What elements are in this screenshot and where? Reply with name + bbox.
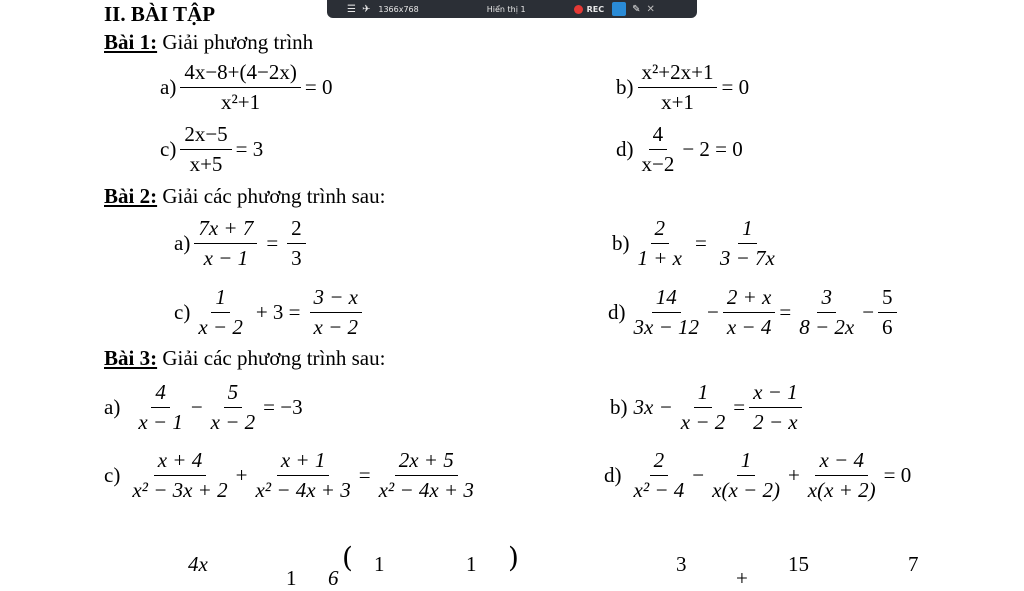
operator: =	[779, 300, 792, 324]
denominator: x+1	[661, 90, 694, 114]
numerator: 15	[788, 552, 809, 576]
fraction	[638, 122, 679, 177]
denominator: x − 4	[726, 315, 772, 339]
numerator: 5	[224, 380, 243, 408]
item-label: b)	[616, 75, 634, 99]
fraction	[180, 122, 231, 177]
numerator: 2x + 5	[395, 448, 458, 476]
numerator: 1	[286, 566, 297, 590]
recording-toolbar	[327, 0, 697, 18]
bai3-text: Giải các phương trình sau:	[162, 346, 386, 370]
rhs: = 0	[883, 463, 912, 487]
bai2-b	[612, 216, 783, 271]
bai1-c	[160, 122, 263, 177]
operator: +	[736, 566, 748, 590]
operator: =	[266, 231, 279, 255]
numerator: x + 1	[277, 448, 330, 476]
denominator: x² − 4x + 3	[255, 478, 351, 502]
bai2-a	[174, 216, 310, 271]
numerator: 1	[374, 552, 385, 576]
item-label: a)	[160, 75, 177, 99]
fraction	[128, 448, 231, 503]
bai1-label: Bài 1:	[104, 30, 158, 54]
numerator: x²+2x+1	[638, 60, 718, 88]
denominator: x − 1	[203, 246, 249, 270]
fraction	[251, 448, 354, 503]
denominator: 2 − x	[753, 410, 798, 434]
item-label: d)	[616, 137, 634, 161]
numerator: 3	[676, 552, 687, 576]
bai3-f-op	[736, 566, 748, 591]
numerator: 3	[817, 285, 836, 313]
bai1-heading	[104, 30, 313, 55]
denominator: x² − 4x + 3	[378, 478, 474, 502]
operator: =	[695, 231, 707, 255]
bai2-d	[608, 285, 901, 340]
denominator: x² − 4	[633, 478, 685, 502]
bai1-a	[160, 60, 332, 115]
fraction	[716, 216, 779, 271]
numerator: 1	[737, 448, 756, 476]
fraction	[375, 448, 478, 503]
menu-icon[interactable]: ☰	[347, 3, 356, 15]
bai3-e-partial	[188, 552, 208, 577]
numerator: x + 4	[154, 448, 207, 476]
fraction	[749, 380, 802, 435]
fraction	[708, 448, 784, 503]
fraction	[878, 285, 897, 340]
numerator: 4	[151, 380, 170, 408]
record-dot-icon[interactable]	[574, 5, 583, 14]
bai3-d	[604, 448, 911, 503]
rhs: − 2 = 0	[682, 137, 743, 161]
bai2-label: Bài 2:	[104, 184, 158, 208]
fraction	[804, 448, 880, 503]
denominator: 3	[291, 246, 302, 270]
open-paren: (	[342, 541, 353, 574]
item-label: d)	[604, 463, 622, 487]
fraction	[638, 60, 718, 115]
rhs: = 3	[235, 137, 264, 161]
close-paren: )	[508, 541, 519, 574]
operator: −	[692, 463, 705, 487]
denominator: x(x + 2)	[807, 478, 876, 502]
denominator: x+5	[189, 152, 223, 176]
item-label: c)	[174, 300, 191, 324]
numerator: 2	[287, 216, 306, 244]
operator: +	[787, 463, 800, 487]
item-label: c)	[104, 463, 121, 487]
bai3-b	[610, 380, 806, 435]
numerator: 1	[738, 216, 757, 244]
fraction	[180, 60, 301, 115]
denominator: x − 2	[210, 410, 256, 434]
pin-icon[interactable]: ✈	[361, 3, 371, 15]
fraction	[795, 285, 858, 340]
rhs: = 0	[721, 75, 750, 99]
bai1-d	[616, 122, 743, 177]
resolution-label[interactable]: 1366x768	[378, 4, 419, 14]
fraction	[677, 380, 730, 435]
numerator: 1	[466, 552, 477, 576]
operator: +	[235, 463, 248, 487]
numerator: 7	[908, 552, 919, 576]
bai3-a	[104, 380, 303, 435]
bai3-e-n3	[466, 552, 477, 577]
operator: −	[190, 395, 203, 419]
denominator: x(x − 2)	[712, 478, 780, 502]
bai3-e-mid	[286, 566, 297, 591]
item-label: d)	[608, 300, 626, 324]
denominator: 3x − 12	[633, 315, 699, 339]
prefix: 3x −	[633, 395, 673, 419]
bai1-b	[616, 60, 749, 115]
denominator: x − 1	[138, 410, 183, 434]
fraction	[630, 285, 704, 340]
item-label: b)	[612, 231, 630, 255]
fraction	[287, 216, 306, 271]
numerator: 4	[649, 122, 668, 150]
numerator: 2	[650, 448, 669, 476]
denominator: x² − 3x + 2	[132, 478, 228, 502]
close-icon[interactable]: ✕	[646, 3, 655, 15]
numerator: 4x−8+(4−2x)	[180, 60, 301, 88]
bai1-text: Giải phương trình	[162, 30, 314, 54]
numerator: x − 4	[815, 448, 868, 476]
rhs: = 0	[304, 75, 333, 99]
fraction	[634, 216, 687, 271]
rec-button[interactable]: REC	[586, 4, 605, 14]
item-label: b)	[610, 395, 628, 419]
denominator: x²+1	[221, 90, 261, 114]
operator: −	[862, 300, 875, 324]
numerator: 14	[652, 285, 681, 313]
numerator: 2	[651, 216, 670, 244]
numerator: 2x−5	[180, 122, 231, 150]
fraction	[630, 448, 689, 503]
bai3-f-n1	[676, 552, 687, 577]
item-label: a)	[104, 395, 121, 419]
operator: −	[707, 300, 719, 324]
numerator: 5	[878, 285, 897, 313]
fraction	[207, 380, 260, 435]
rhs: = −3	[263, 395, 303, 419]
operator: =	[733, 395, 746, 419]
coefficient: 6	[328, 566, 339, 590]
bai3-e-n2	[374, 552, 385, 577]
denominator: 3 − 7x	[719, 246, 775, 270]
item-label: a)	[174, 231, 191, 255]
stop-button[interactable]	[612, 2, 626, 16]
bai3-label: Bài 3:	[104, 346, 158, 370]
bai3-f-n3	[908, 552, 919, 577]
denominator: x − 2	[680, 410, 726, 434]
bai3-heading	[104, 346, 385, 371]
operator: =	[358, 463, 371, 487]
bai2-heading	[104, 184, 385, 209]
bai2-text: Giải các phương trình sau:	[162, 184, 386, 208]
bai3-c	[104, 448, 482, 503]
numerator: 1	[211, 285, 230, 313]
numerator: x − 1	[749, 380, 802, 408]
numerator: 1	[694, 380, 713, 408]
pen-icon[interactable]: ✎	[632, 3, 641, 15]
monitor-select[interactable]: Hiển thị 1	[486, 4, 526, 14]
bai2-c	[174, 285, 366, 340]
section-title: II. BÀI TẬP	[104, 2, 216, 26]
denominator: 1 + x	[637, 246, 682, 270]
denominator: 6	[882, 315, 893, 339]
denominator: x − 2	[198, 315, 243, 339]
item-label: c)	[160, 137, 177, 161]
fraction	[194, 216, 257, 271]
numerator: 4x	[188, 552, 208, 576]
operator: + 3 =	[255, 300, 301, 324]
bai3-e-coef	[328, 566, 339, 591]
fraction	[194, 285, 247, 340]
denominator: x−2	[641, 152, 675, 176]
denominator: x − 2	[313, 315, 359, 339]
denominator: 8 − 2x	[799, 315, 855, 339]
numerator: 2 + x	[723, 285, 776, 313]
numerator: 7x + 7	[194, 216, 257, 244]
numerator: 3 − x	[310, 285, 363, 313]
fraction	[310, 285, 363, 340]
bai3-f-n2	[788, 552, 809, 577]
fraction	[134, 380, 187, 435]
fraction	[723, 285, 776, 340]
